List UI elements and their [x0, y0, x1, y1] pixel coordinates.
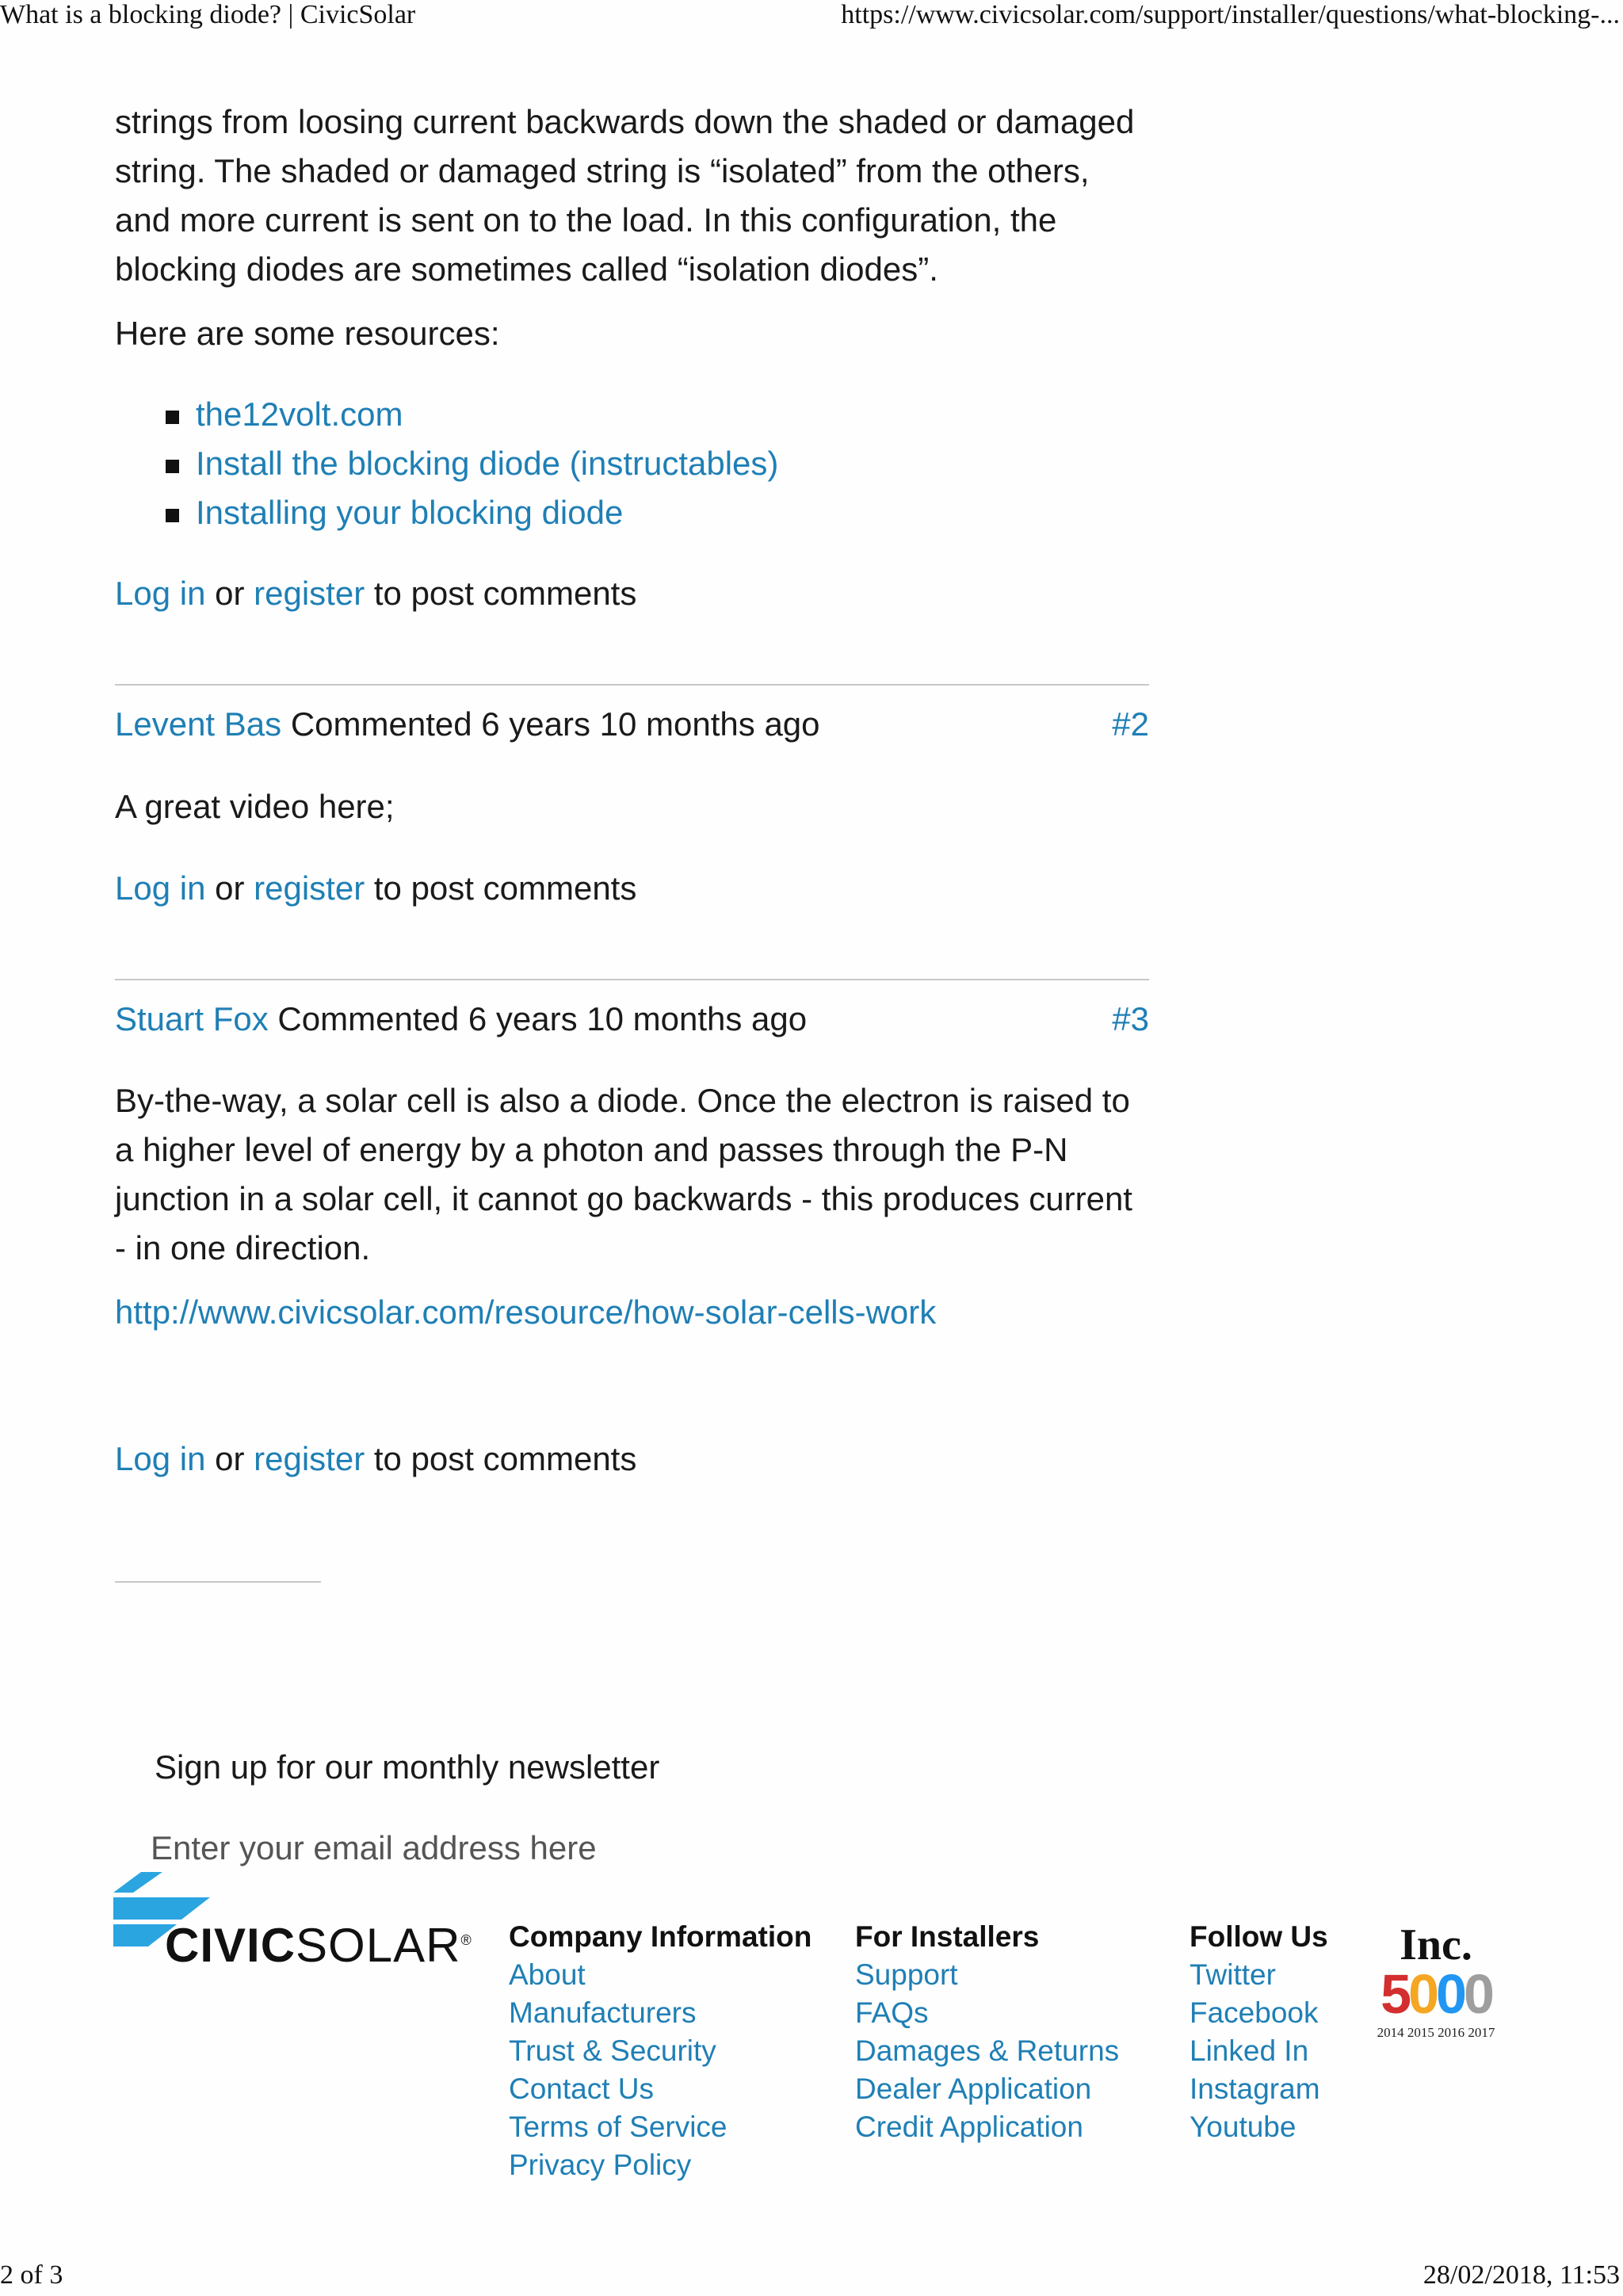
comment-resource-link[interactable]: http://www.civicsolar.com/resource/how-solar-cells-work	[115, 1293, 937, 1331]
footer-link-faqs[interactable]: FAQs	[855, 1996, 929, 2029]
section-divider	[115, 1581, 321, 1583]
answer-body	[115, 97, 1149, 294]
bullet-icon	[166, 509, 179, 522]
inc-digit: 0	[1408, 1963, 1436, 2025]
newsletter-email-input[interactable]	[151, 1823, 705, 1874]
civicsolar-logo-text: CIVICSOLAR®	[165, 1919, 472, 1972]
post-comment-prompt	[115, 569, 1149, 618]
list-item	[115, 390, 1149, 439]
comment-header	[115, 705, 1149, 744]
footer-installers-column	[855, 1918, 1119, 2146]
footer-follow-heading: Follow Us	[1190, 1920, 1328, 1953]
footer-link-youtube[interactable]: Youtube	[1190, 2111, 1296, 2143]
comment-date: Commented 6 years 10 months ago	[290, 705, 820, 743]
resources-section	[115, 309, 1149, 358]
print-datetime: 28/02/2018, 11:53	[1423, 2260, 1620, 2290]
inc-digit: 0	[1436, 1963, 1464, 2025]
footer-link-manufacturers[interactable]: Manufacturers	[509, 1996, 697, 2029]
bullet-icon	[166, 411, 179, 424]
print-footer	[0, 2260, 1623, 2292]
footer-link-instagram[interactable]: Instagram	[1190, 2073, 1320, 2105]
comment-header	[115, 999, 1149, 1039]
register-link[interactable]: register	[254, 575, 365, 612]
svg-text:5000	[1381, 1963, 1493, 2025]
footer-link-facebook[interactable]: Facebook	[1190, 1996, 1319, 2029]
login-link[interactable]: Log in	[115, 1440, 206, 1477]
list-item	[115, 439, 1149, 488]
comment-author-link[interactable]: Levent Bas	[115, 705, 282, 743]
post-comment-prompt	[115, 1435, 1149, 1484]
comment-divider	[115, 979, 1149, 980]
comment-divider	[115, 684, 1149, 686]
login-link[interactable]: Log in	[115, 869, 206, 907]
resource-link-the12volt[interactable]: the12volt.com	[196, 395, 403, 433]
resource-link-installing[interactable]: Installing your blocking diode	[196, 494, 624, 531]
footer-installers-heading: For Installers	[855, 1920, 1040, 1953]
svg-text:2014 2015 2016 2017: 2014 2015 2016 2017	[1377, 2025, 1495, 2040]
post-comments-text: to post comments	[373, 1440, 637, 1477]
print-page-title: What is a blocking diode? | CivicSolar	[0, 0, 416, 29]
resource-link-instructables[interactable]: Install the blocking diode (instructables)	[196, 445, 779, 482]
footer-follow-column	[1190, 1918, 1328, 2146]
login-link[interactable]: Log in	[115, 575, 206, 612]
newsletter-title: Sign up for our monthly newsletter	[155, 1748, 660, 1786]
print-page-number: 2 of 3	[0, 2260, 63, 2290]
footer-link-contact-us[interactable]: Contact Us	[509, 2073, 655, 2105]
footer-link-twitter[interactable]: Twitter	[1190, 1958, 1276, 1991]
footer-link-credit-application[interactable]: Credit Application	[855, 2111, 1083, 2143]
footer-link-support[interactable]: Support	[855, 1958, 958, 1991]
post-comment-prompt	[115, 864, 1149, 913]
or-text: or	[215, 1440, 245, 1477]
or-text: or	[215, 575, 245, 612]
comment-text: A great video here;	[115, 788, 395, 825]
inc-5000-badge-icon	[1365, 1918, 1507, 2045]
inc-digit: 0	[1463, 1963, 1491, 2025]
bullet-icon	[166, 460, 179, 473]
print-header	[0, 0, 1623, 32]
footer-link-terms[interactable]: Terms of Service	[509, 2111, 727, 2143]
resources-list	[115, 390, 1149, 537]
comment-text: By-the-way, a solar cell is also a diode. Once the electron is raised to a higher level of energy by a photon and passes through the P-N junction in a solar cell, it cannot go backwards - this produces current - in one direction.	[115, 1082, 1132, 1266]
post-comments-text: to post comments	[373, 575, 637, 612]
register-link[interactable]: register	[254, 869, 365, 907]
print-page-url: https://www.civicsolar.com/support/installer/questions/what-blocking-...	[841, 0, 1620, 29]
footer-link-privacy[interactable]: Privacy Policy	[509, 2149, 692, 2181]
register-link[interactable]: register	[254, 1440, 365, 1477]
comment-body	[115, 1076, 1149, 1273]
comment-permalink[interactable]: #3	[1112, 1000, 1149, 1037]
comment-author-link[interactable]: Stuart Fox	[115, 1000, 269, 1037]
resources-intro: Here are some resources:	[115, 315, 500, 352]
svg-text:Inc.: Inc.	[1400, 1920, 1472, 1969]
comment-link-wrap	[115, 1288, 1149, 1337]
list-item	[115, 488, 1149, 537]
footer-company-heading: Company Information	[509, 1920, 812, 1953]
footer-link-trust-security[interactable]: Trust & Security	[509, 2034, 716, 2067]
post-comments-text: to post comments	[373, 869, 637, 907]
footer-link-dealer-application[interactable]: Dealer Application	[855, 2073, 1092, 2105]
inc-digit: 5	[1381, 1963, 1409, 2025]
or-text: or	[215, 869, 245, 907]
footer-company-column	[509, 1918, 812, 2184]
footer-link-about[interactable]: About	[509, 1958, 586, 1991]
resources-list-wrap	[115, 390, 1149, 537]
comment-body	[115, 782, 1149, 831]
footer-link-linkedin[interactable]: Linked In	[1190, 2034, 1309, 2067]
comment-permalink[interactable]: #2	[1112, 705, 1149, 743]
answer-paragraph: strings from loosing current backwards down the shaded or damaged string. The shaded or damaged string is “isolated” from the others, and more current is sent on to the load. In this configuration, the blocking diodes are sometimes called “isolation diodes”.	[115, 103, 1135, 288]
comment-date: Commented 6 years 10 months ago	[277, 1000, 808, 1037]
footer-link-damages-returns[interactable]: Damages & Returns	[855, 2034, 1120, 2067]
